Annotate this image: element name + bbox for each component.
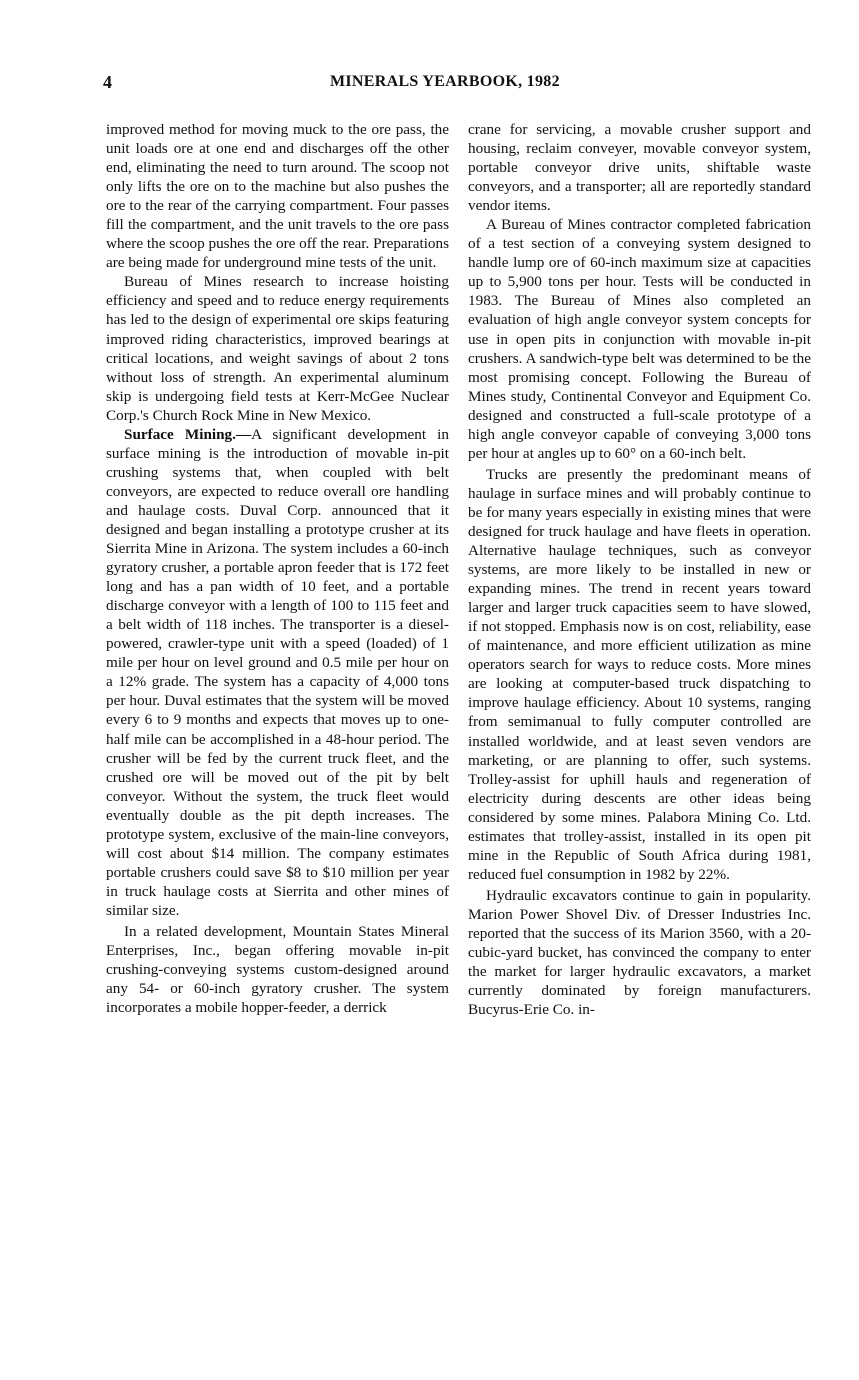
section-heading-surface-mining: Surface Mining.— <box>124 425 252 443</box>
left-column <box>106 120 449 1017</box>
paragraph-right-2: A Bureau of Mines contractor completed fabrication of a test section of a conveying system designed to handle lump ore of 60-inch maximum size at capacities up to 5,900 tons per hour. Tests will be conducted in 1983. The Bureau of Mines also completed an evaluation of high angle conveyor system concepts for use in open pits in conjunction with movable in-pit crushers. A sandwich-type belt was determined to be the most promising concept. Following the Bureau of Mines study, Continental Conveyor and Equipment Co. designed and constructed a full-scale prototype of a high angle conveyor capable of conveying 3,000 tons per hour at angles up to 60° on a 60-inch belt. <box>468 216 811 462</box>
right-column <box>468 120 811 1019</box>
page-header <box>0 72 859 98</box>
paragraph-left-3-text: A significant development in surface mining is the introduction of movable in-pit crushing systems that, when coupled with belt conveyors, are expected to reduce overall ore handling and haulage costs. Duval Corp. announced that it designed and began installing a prototype crusher at its Sierrita Mine in Arizona. The system includes a 60-inch gyratory crusher, a portable apron feeder that is 172 feet long and has a pan width of 10 feet, and a portable discharge conveyor with a length of 100 to 115 feet and a belt width of 118 inches. The transporter is a diesel-powered, crawler-type unit with a speed (loaded) of 1 mile per hour on level ground and 0.5 mile per hour on a 12% grade. The system has a capacity of 4,000 tons per hour. Duval estimates that the system will be moved every 6 to 9 months and expects that moves up to one-half mile can be accomplished in a 48-hour period. The crusher will be fed by the current truck fleet, and the crushed ore will be moved out of the pit by belt conveyor. Without the system, the truck fleet would eventually double as the pit depth increases. The prototype system, exclusive of the main-line conveyors, will cost about $14 million. The company estimates portable crushers could save $8 to $10 million per year in truck haulage costs at Sierrita and other mines of similar size. <box>106 425 449 919</box>
paragraph-left-1: improved method for moving muck to the ore pass, the unit loads ore at one end and discharges off the other end, eliminating the need to turn around. The scoop not only lifts the ore on to the machine but also pushes the ore to the rear of the carrying compartment. Four passes fill the compartment, and the unit travels to the ore pass where the scoop pushes the ore off the rear. Preparations are being made for underground mine tests of the unit. <box>106 121 450 272</box>
paragraph-left-2: Bureau of Mines research to increase hoisting efficiency and speed and to reduce energy requirements has led to the design of experimental ore skips featuring improved riding characteristics, improved bearings at critical locations, and weight savings of about 2 tons without loss of strength. An experimental aluminum skip is undergoing field tests at Kerr-McGee Nuclear Corp.'s Church Rock Mine in New Mexico. <box>106 273 449 424</box>
paragraph-right-1: crane for servicing, a movable crusher support and housing, reclaim conveyer, movable conveyor system, portable conveyor drive units, shiftable waste conveyors, and a transporter; all are reportedly standard vendor items. <box>468 121 811 215</box>
page-number: 4 <box>103 72 112 92</box>
running-head: MINERALS YEARBOOK, 1982 <box>330 73 560 90</box>
paragraph-left-3 <box>106 425 449 920</box>
paragraph-left-4: In a related development, Mountain States Mineral Enterprises, Inc., began offering movable in-pit crushing-conveying systems custom-designed around any 54- or 60-inch gyratory crusher. The system incorporates a mobile hopper-feeder, a derrick <box>106 922 449 1017</box>
paragraph-right-4: Hydraulic excavators continue to gain in popularity. Marion Power Shovel Div. of Dresser Industries Inc. reported that the success of its Marion 3560, with a 20-cubic-yard bucket, has convinced the company to enter the market for larger hydraulic excavators, a market currently dominated by foreign manufacturers. Bucyrus-Erie Co. in- <box>468 886 811 1019</box>
paragraph-right-3: Trucks are presently the predominant means of haulage in surface mines and will probably continue to be for many years especially in existing mines that were designed for truck haulage and have fleets in operation. Alternative haulage techniques, such as conveyor systems, are more likely to be installed in new or expanding mines. The trend in recent years toward larger and larger truck capacities seem to have slowed, if not stopped. Emphasis now is on cost, reliability, ease of maintenance, and more efficient utilization as mine operators search for ways to reduce costs. More mines are looking at computer-based truck dispatching to improve haulage efficiency. About 10 systems, ranging from semimanual to fully computer controlled are installed worldwide, and at least seven vendors are marketing, or are planning to offer, such systems. Trolley-assist for uphill hauls and regeneration of electricity during descents are other ideas being considered by some mines. Palabora Mining Co. Ltd. estimates that trolley-assist, installed in its open pit mine in the Republic of South Africa during 1981, reduced fuel consumption in 1982 by 22%. <box>468 465 811 883</box>
